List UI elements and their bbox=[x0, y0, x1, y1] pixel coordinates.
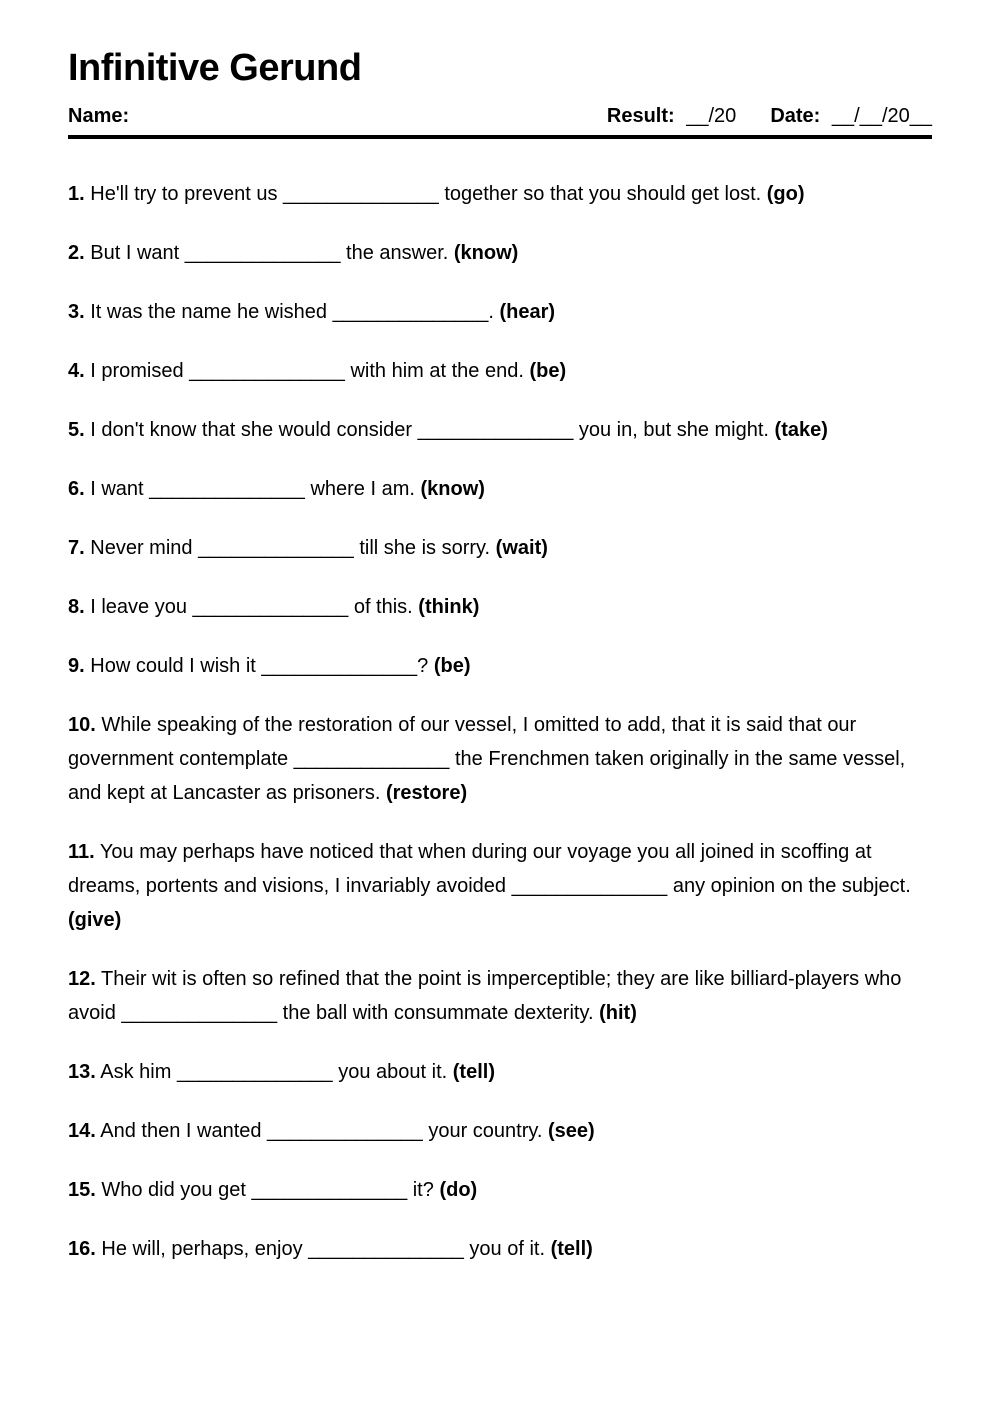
question-text: You may perhaps have noticed that when during our voyage you all joined in scoffing at dreams, portents and visions, I invariably avoided ______________ any opinion on the subject. bbox=[68, 841, 911, 897]
question-item bbox=[68, 531, 932, 565]
question-item bbox=[68, 962, 932, 1030]
result-label: Result: bbox=[606, 105, 675, 127]
verb-hint: (be) bbox=[433, 655, 471, 677]
question-text: I want ______________ where I am. bbox=[90, 478, 415, 500]
verb-hint: (be) bbox=[529, 360, 567, 382]
question-number: 6. bbox=[68, 478, 85, 500]
name-label: Name: bbox=[68, 105, 130, 127]
question-text: I promised ______________ with him at the end. bbox=[90, 360, 524, 382]
question-item bbox=[68, 295, 932, 329]
question-text: And then I wanted ______________ your country. bbox=[100, 1120, 543, 1142]
question-number: 10. bbox=[68, 714, 96, 736]
question-number: 16. bbox=[68, 1238, 96, 1260]
question-item bbox=[68, 236, 932, 270]
header-right bbox=[607, 104, 932, 128]
verb-hint: (tell) bbox=[452, 1061, 495, 1083]
question-item bbox=[68, 1173, 932, 1207]
question-number: 14. bbox=[68, 1120, 96, 1142]
header-row bbox=[68, 104, 932, 128]
question-number: 1. bbox=[68, 183, 85, 205]
question-number: 13. bbox=[68, 1061, 96, 1083]
question-number: 5. bbox=[68, 419, 85, 441]
question-item bbox=[68, 354, 932, 388]
verb-hint: (think) bbox=[418, 596, 480, 618]
question-text: He'll try to prevent us ______________ together so that you should get lost. bbox=[90, 183, 762, 205]
page-title: Infinitive Gerund bbox=[68, 47, 362, 89]
question-text: But I want ______________ the answer. bbox=[90, 242, 449, 264]
question-item bbox=[68, 1232, 932, 1266]
question-number: 9. bbox=[68, 655, 85, 677]
question-item bbox=[68, 1114, 932, 1148]
verb-hint: (wait) bbox=[495, 537, 548, 559]
question-text: Never mind ______________ till she is sorry. bbox=[90, 537, 491, 559]
question-text: It was the name he wished ______________. bbox=[90, 301, 494, 323]
date-label: Date: bbox=[770, 105, 821, 127]
question-item bbox=[68, 177, 932, 211]
verb-hint: (give) bbox=[68, 909, 122, 931]
question-text: Who did you get ______________ it? bbox=[101, 1179, 434, 1201]
question-text: He will, perhaps, enjoy ______________ you of it. bbox=[101, 1238, 546, 1260]
verb-hint: (hit) bbox=[599, 1002, 637, 1024]
question-text: I leave you ______________ of this. bbox=[90, 596, 413, 618]
question-number: 3. bbox=[68, 301, 85, 323]
question-item bbox=[68, 590, 932, 624]
question-number: 11. bbox=[68, 841, 95, 863]
verb-hint: (know) bbox=[453, 242, 519, 264]
question-text: While speaking of the restoration of our vessel, I omitted to add, that it is said that our government contemplate ______________ the Frenchmen taken originally in the same vessel, and kept at Lancaster as prisoners. bbox=[68, 714, 906, 804]
result-group bbox=[607, 104, 736, 128]
question-text: Their wit is often so refined that the point is imperceptible; they are like billiard-players who avoid ______________ the ball with consummate dexterity. bbox=[68, 968, 902, 1024]
header-divider bbox=[68, 135, 932, 139]
result-blank: __/20 bbox=[686, 105, 737, 127]
date-blank: __/__/20__ bbox=[831, 105, 932, 127]
question-item bbox=[68, 708, 932, 810]
question-item bbox=[68, 413, 932, 447]
question-item bbox=[68, 649, 932, 683]
verb-hint: (tell) bbox=[550, 1238, 593, 1260]
verb-hint: (take) bbox=[774, 419, 828, 441]
date-group bbox=[770, 104, 932, 128]
verb-hint: (hear) bbox=[499, 301, 556, 323]
verb-hint: (restore) bbox=[385, 782, 468, 804]
verb-hint: (go) bbox=[766, 183, 805, 205]
question-number: 15. bbox=[68, 1179, 96, 1201]
question-text: How could I wish it ______________? bbox=[90, 655, 429, 677]
question-item bbox=[68, 1055, 932, 1089]
question-text: I don't know that she would consider ______________ you in, but she might. bbox=[90, 419, 769, 441]
question-number: 7. bbox=[68, 537, 85, 559]
question-text: Ask him ______________ you about it. bbox=[100, 1061, 448, 1083]
verb-hint: (see) bbox=[548, 1120, 595, 1142]
question-number: 2. bbox=[68, 242, 85, 264]
question-number: 4. bbox=[68, 360, 85, 382]
verb-hint: (know) bbox=[420, 478, 485, 500]
question-list bbox=[68, 177, 932, 1266]
question-item bbox=[68, 472, 932, 506]
question-number: 12. bbox=[68, 968, 96, 990]
question-number: 8. bbox=[68, 596, 85, 618]
question-item bbox=[68, 835, 932, 937]
verb-hint: (do) bbox=[439, 1179, 478, 1201]
